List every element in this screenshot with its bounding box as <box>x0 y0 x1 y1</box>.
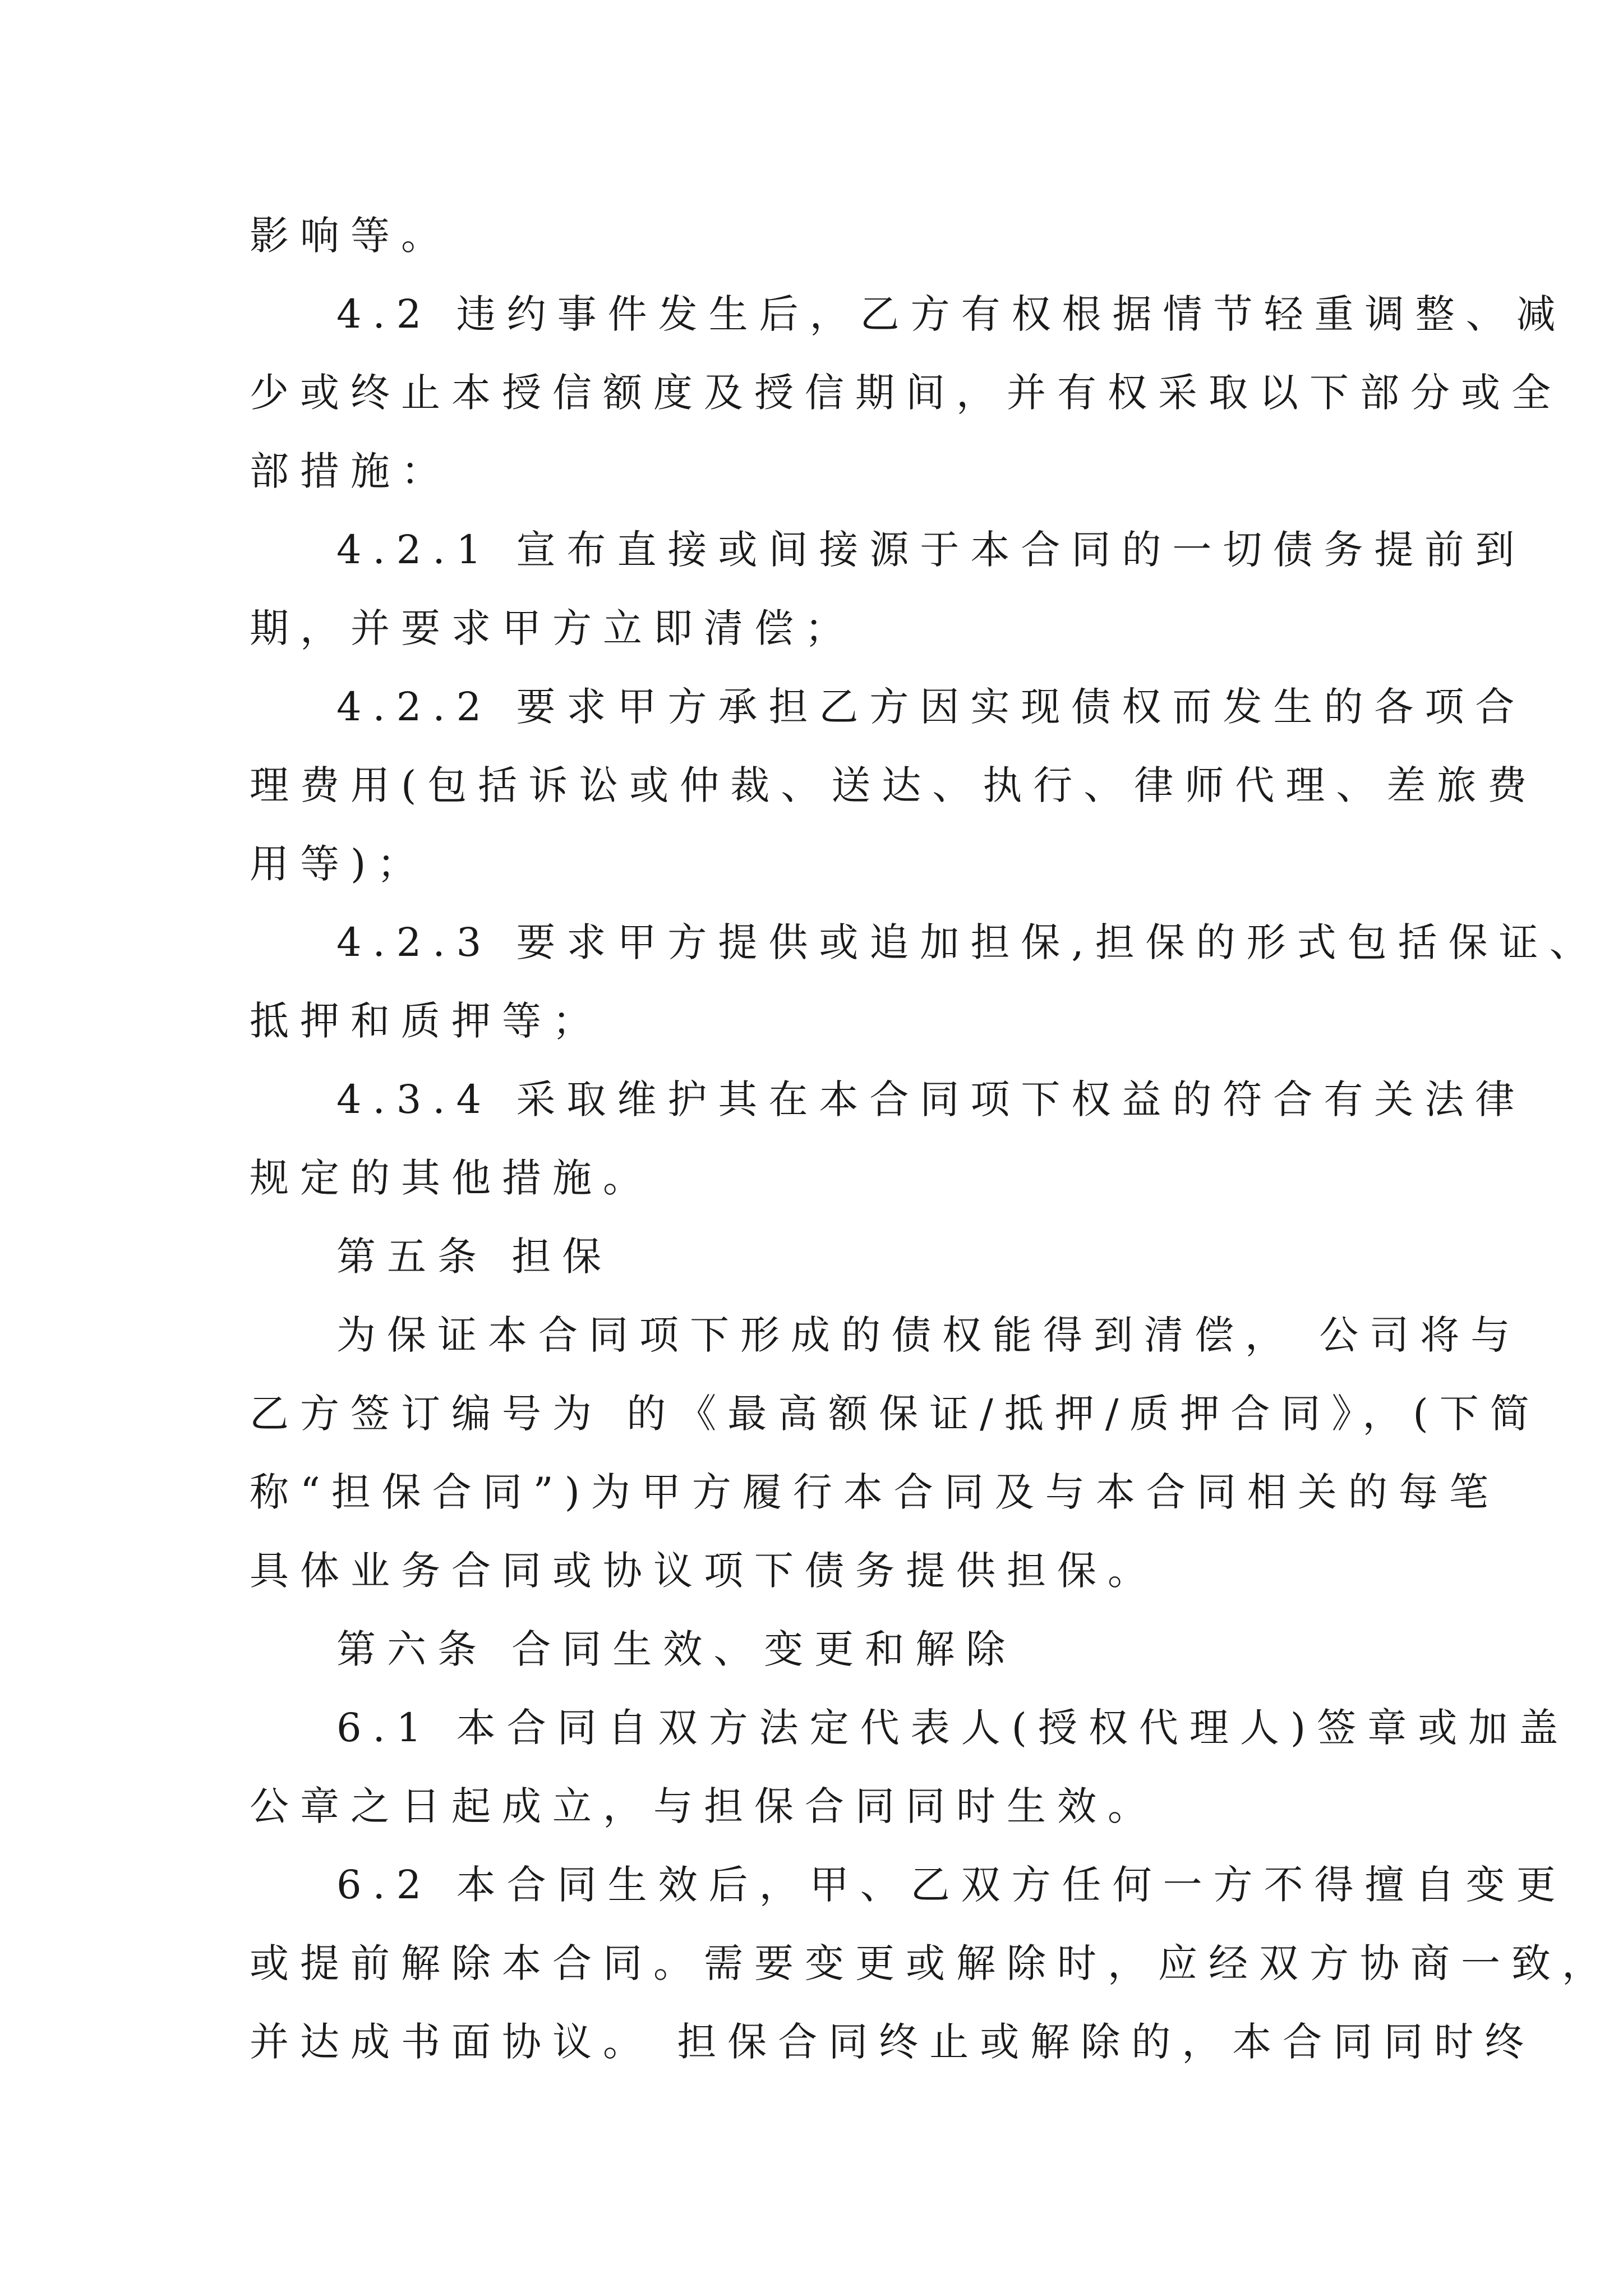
article-6-heading: 第六条 合同生效、变更和解除 <box>336 1626 1017 1672</box>
clause-6-1: 6.1 本合同自双方法定代表人(授权代理人)签章或加盖 <box>336 1705 1570 1751</box>
text-line: 具体业务合同或协议项下债务提供担保。 <box>250 1548 1158 1594</box>
clause-6-2: 6.2 本合同生效后，甲、乙双方任何一方不得擅自变更 <box>336 1862 1567 1908</box>
clause-4-2: 4.2 违约事件发生后，乙方有权根据情节轻重调整、减 <box>336 291 1567 337</box>
text-line: 规定的其他措施。 <box>250 1155 653 1201</box>
article-5-heading: 第五条 担保 <box>336 1234 613 1280</box>
text-line: 少或终止本授信额度及授信期间，并有权采取以下部分或全 <box>250 370 1562 416</box>
clause-4-2-1: 4.2.1 宣布直接或间接源于本合同的一切债务提前到 <box>336 527 1526 573</box>
article-5-body: 为保证本合同项下形成的债权能得到清偿， 公司将与 <box>336 1312 1521 1358</box>
text-line: 或提前解除本合同。需要变更或解除时，应经双方协商一致， <box>250 1940 1612 1986</box>
text-line: 乙方签订编号为 的《最高额保证/抵押/质押合同》，(下简 <box>250 1391 1541 1437</box>
text-line: 部措施： <box>250 448 451 494</box>
clause-4-2-3: 4.2.3 要求甲方提供或追加担保,担保的形式包括保证、 <box>336 919 1600 965</box>
text-line: 称“担保合同”)为甲方履行本合同及与本合同相关的每笔 <box>250 1469 1500 1515</box>
clause-4-2-2: 4.2.2 要求甲方承担乙方因实现债权而发生的各项合 <box>336 684 1526 730</box>
text-line: 并达成书面协议。 担保合同终止或解除的，本合同同时终 <box>250 2019 1536 2065</box>
text-line: 抵押和质押等； <box>250 998 603 1044</box>
text-line: 理费用(包括诉讼或仲裁、送达、执行、律师代理、差旅费 <box>250 762 1538 808</box>
text-line: 影响等。 <box>250 213 451 259</box>
text-line: 公章之日起成立，与担保合同同时生效。 <box>250 1783 1158 1829</box>
text-line: 用等)； <box>250 841 428 887</box>
clause-4-3-4: 4.3.4 采取维护其在本合同项下权益的符合有关法律 <box>336 1076 1526 1122</box>
text-line: 期，并要求甲方立即清偿； <box>250 605 855 651</box>
